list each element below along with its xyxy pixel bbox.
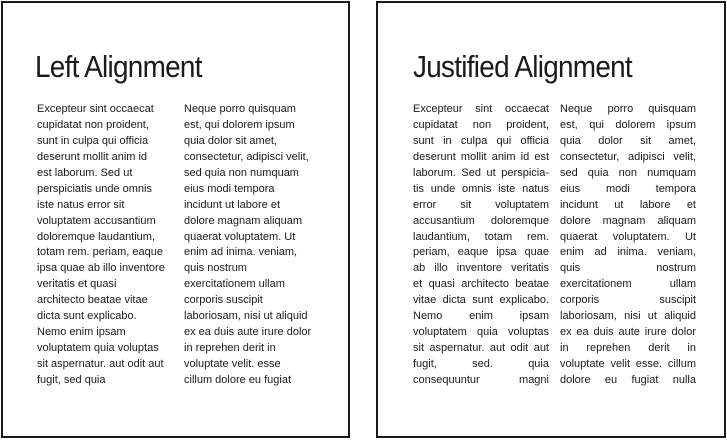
text-line: cupidatat non proident, [37,118,149,131]
text-line: laboriosam, nisi ut aliquid [184,310,308,323]
text-line: totam rem. periam, eaque [37,246,163,259]
text-line: quaerat voluptatem. Ut [560,230,696,243]
text-line: laborum. Sed ut perspicia- [413,166,549,179]
text-line: et quasi architecto beatae [413,278,549,291]
text-line: voluptatem quia voluptas [37,342,159,355]
text-column-1 [413,102,549,389]
justified-alignment-panel [376,1,726,438]
text-line: voluptatem accusantium [37,214,156,227]
text-line: consectetur, adipisci velit, [184,150,309,163]
text-line: Excepteur sint occaecat [37,103,154,115]
text-line: periam, eaque ipsa quae [413,246,549,259]
text-line: in reprehen derit in [184,342,276,355]
text-line: dolore magnam aliquam [184,214,303,227]
text-line: sed quia non numquam [560,166,696,179]
text-line: est laborum. Sed ut [37,166,133,179]
text-line: ab illo inventore veritatis [413,262,549,275]
text-line: dolore magnam aliquam [560,214,696,227]
panel-title: Left Alignment [35,49,202,84]
text-line: laudantium, totam rem. [413,230,549,243]
text-line: Nemo enim ipsam [413,310,549,323]
text-line: est, qui dolorem ipsum [184,118,295,131]
text-column-2 [560,102,696,389]
panel-title: Justified Alignment [413,49,632,84]
text-line: deserunt mollit anim id est [413,150,549,163]
text-line: enim ad inima. veniam, [560,246,696,259]
text-line: veritatis et quasi [37,278,117,291]
text-line: iste natus error sit [37,198,125,211]
text-line: vitae dicta sunt explicabo. [413,294,549,307]
text-line: Nemo enim ipsam [37,326,126,339]
text-line: voluptate velit esse. cillum [560,358,696,370]
text-line: Neque porro quisquam [184,103,296,115]
text-line: voluptate velit. esse [184,358,281,370]
text-line: enim ad inima. veniam, [184,246,298,259]
text-line: sed quia non numquam [184,166,299,179]
text-line: consectetur, adipisci velit, [560,150,696,163]
text-line: voluptatem quia voluptas [413,326,549,339]
text-line: tis unde omnis iste natus [413,182,549,195]
text-line: quia dolor sit amet, [184,134,277,147]
text-line: dicta sunt explicabo. [37,310,137,323]
text-line: exercitationem ullam [184,278,285,291]
text-line: fugit, sed quia [37,373,106,386]
text-line: incidunt ut labore et [184,198,281,211]
text-column-1 [37,102,177,389]
text-line: corporis suscipit [560,294,696,307]
text-line: error sit voluptatem [413,198,549,211]
text-line: eius modi tempora [560,182,696,195]
text-line: sit aspernatur. aut odit aut [37,358,164,370]
text-line: cupidatat non proident, [413,118,549,131]
text-line: quis nostrum [184,262,247,275]
text-line: cillum dolore eu fugiat [184,373,292,386]
text-line: quaerat voluptatem. Ut [184,230,296,243]
text-line: quia dolor sit amet, [560,134,696,147]
text-line: laboriosam, nisi ut aliquid [560,310,696,323]
text-line: accusantium doloremque [413,214,549,227]
text-line: in reprehen derit in [560,342,696,355]
text-line: consequuntur magni [413,373,549,386]
text-line: Excepteur sint occaecat [413,103,549,115]
text-line: incidunt ut labore et [560,198,696,211]
text-line: eius modi tempora [184,182,275,195]
text-line: architecto beatae vitae [37,294,148,307]
text-line: fugit, sed. quia [413,358,549,370]
text-line: sunt in culpa qui officia [413,134,549,147]
text-line: sunt in culpa qui officia [37,134,149,147]
text-line: Neque porro quisquam [560,103,696,115]
left-alignment-panel [1,1,350,438]
text-line: ex ea duis aute irure dolor [184,326,312,339]
text-line: quis nostrum [560,262,696,275]
text-line: ex ea duis aute irure dolor [560,326,696,339]
text-line: est, qui dolorem ipsum [560,118,696,131]
text-line: exercitationem ullam [560,278,696,291]
text-line: corporis suscipit [184,294,263,307]
text-line: doloremque laudantium, [37,230,156,243]
text-line: sit aspernatur. aut odit aut [413,342,549,355]
text-line: ipsa quae ab illo inventore [37,262,165,275]
text-line: deserunt mollit anim id [37,150,148,163]
text-line: perspiciatis unde omnis [37,182,152,195]
text-line: dolore eu fugiat nulla [560,373,696,386]
text-column-2 [184,102,324,389]
